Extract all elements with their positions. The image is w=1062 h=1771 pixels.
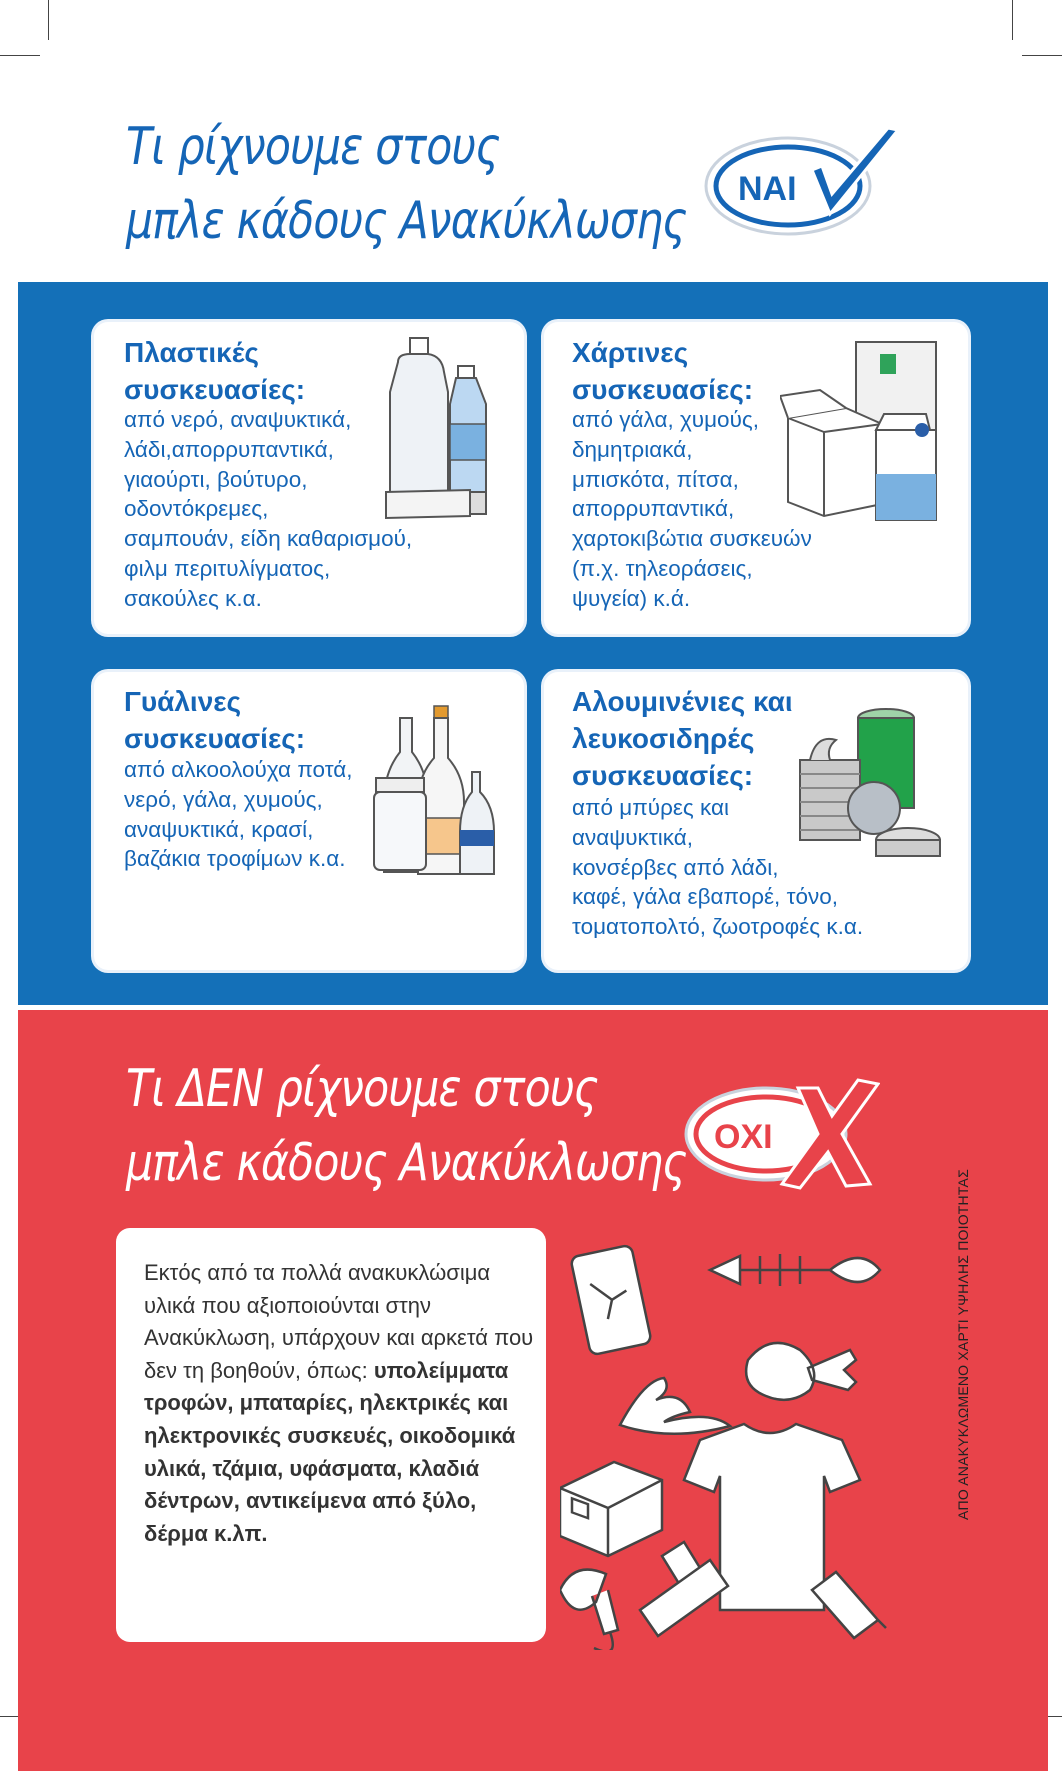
plastic-bottles-icon <box>370 332 520 532</box>
no-badge <box>680 1076 880 1196</box>
non-recyclables-intro: Εκτός από τα πολλά ανακυκλώσιμα υλικά που αξιοποιούνται στην Ανακύκλωση, υπάρχουν και αρκετά που δεν τη βοηθούν, όπως: <box>144 1260 534 1383</box>
crop-mark <box>1022 55 1062 56</box>
card-aluminium-body: από μπύρες και αναψυκτικά, κονσέρβες από λάδι, καφέ, γάλα εβαπορέ, τόνο, τοματοπολτό, ζωοτροφές κ.α. <box>572 795 864 940</box>
metal-cans-icon <box>796 704 946 864</box>
yes-title-line1: Τι ρίχνουμε στους <box>126 117 500 177</box>
card-paper-title: Χάρτινες συσκευασίες: <box>572 337 754 405</box>
hair-dryer-icon <box>560 1570 618 1634</box>
yes-title-line2: μπλε κάδους Ανακύκλωσης <box>126 191 687 251</box>
paper-boxes-icon <box>780 334 950 524</box>
card-paper-body: από γάλα, χυμούς, δημητριακά, μπισκότα, πίτσα, απορρυπαντικά, χαρτοκιβώτια συσκευών (π.χ. τηλεοράσεις, ψυγεία) κ.ά. <box>572 407 812 611</box>
no-title-line2: μπλε κάδους Ανακύκλωσης <box>126 1133 687 1193</box>
crop-mark <box>48 0 49 40</box>
banana-peel-icon <box>620 1378 730 1434</box>
crop-mark <box>1012 0 1013 40</box>
no-badge-label: ΟΧΙ <box>714 1118 773 1156</box>
fish-bone-icon <box>710 1254 880 1286</box>
card-aluminium-title: Αλουμινένιες και λευκοσιδηρές συσκευασίες: <box>572 686 793 791</box>
no-title-line1: Τι ΔΕΝ ρίχνουμε στους <box>126 1059 598 1119</box>
card-plastic-body: από νερό, αναψυκτικά, λάδι,απορρυπαντικά, γιαούρτι, βούτυρο, οδοντόκρεμες, σαμπουάν, είδη καθαρισμού, φιλμ περιτυλίγματος, σακούλες κ.α. <box>124 407 413 611</box>
yes-badge-label: ΝΑΙ <box>738 170 797 208</box>
non-recyclable-items-illustration <box>560 1230 930 1650</box>
crop-mark <box>0 55 40 56</box>
non-recyclables-items: υπολείμματα τροφών, μπαταρίες, ηλεκτρικές και ηλεκτρονικές συσκευές, οικοδομικά υλικά, τζάμια, υφάσματα, κλαδιά δέντρων, αντικείμενα από ξύλο, δέρμα κ.λπ. <box>144 1357 516 1546</box>
non-recyclables-text <box>144 1257 544 1550</box>
recycled-paper-note: ΑΠΟ ΑΝΑΚΥΚΛΩΜΕΝΟ ΧΑΡΤΙ ΥΨΗΛΗΣ ΠΟΙΟΤΗΤΑΣ <box>955 1169 971 1520</box>
card-glass-body: από αλκοολούχα ποτά, νερό, γάλα, χυμούς, αναψυκτικά, κρασί, βαζάκια τροφίμων κ.α. <box>124 757 353 872</box>
card-plastic-title: Πλαστικές συσκευασίες: <box>124 337 306 405</box>
ham-icon <box>746 1343 856 1400</box>
yes-badge <box>700 122 910 242</box>
card-glass-title: Γυάλινες συσκευασίες: <box>124 686 306 754</box>
glass-bottles-icon <box>372 702 502 882</box>
pipe-icon <box>640 1542 728 1636</box>
